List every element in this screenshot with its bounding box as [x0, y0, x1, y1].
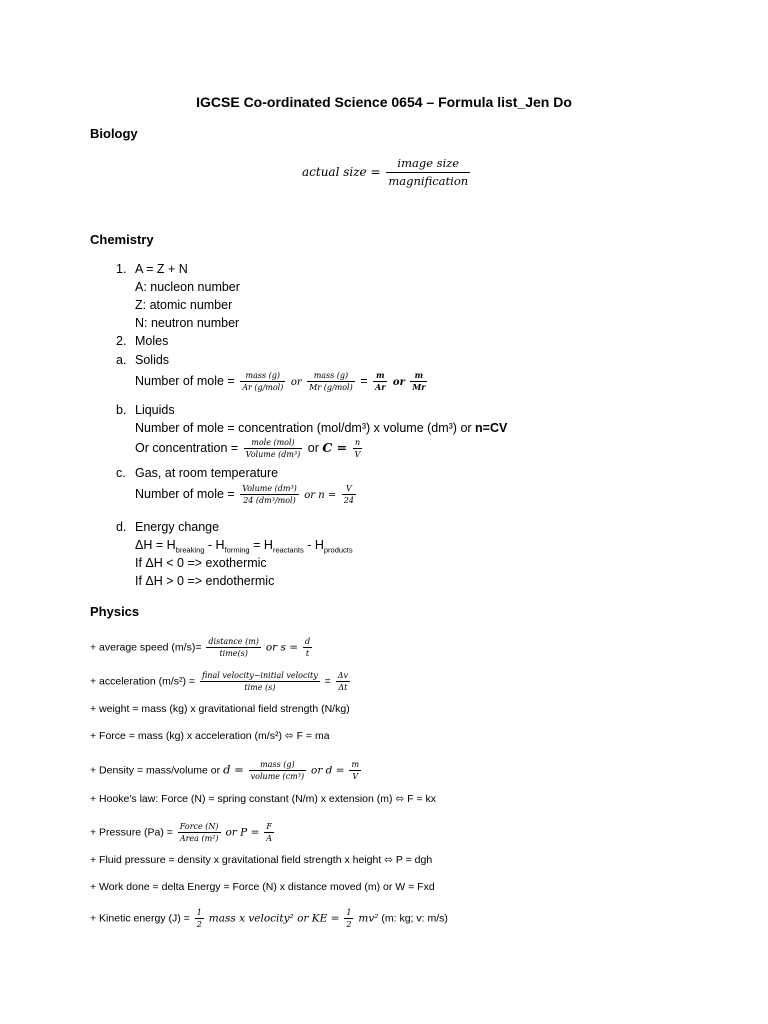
formula-text: + Density = mass/volume or	[90, 764, 221, 777]
subscript: reactants	[272, 545, 304, 555]
fraction	[336, 670, 350, 693]
fraction	[303, 636, 312, 659]
formula-text: + Pressure (Pa) =	[90, 826, 173, 839]
numerator: distance (m)	[208, 637, 259, 646]
subscript: forming	[224, 545, 250, 555]
formula-text: or n =	[304, 489, 337, 501]
numerator: d	[304, 637, 311, 646]
formula-text: Number of mole =	[135, 486, 235, 501]
speed-formula	[90, 636, 314, 659]
fraction	[244, 437, 303, 460]
denominator: Volume (dm³)	[245, 450, 301, 459]
list-item: A: nucleon number	[135, 280, 240, 294]
numerator: m	[410, 370, 427, 382]
biology-heading: Biology	[90, 126, 138, 141]
fraction	[206, 636, 261, 659]
formula-text: or d =	[311, 764, 345, 777]
fraction	[195, 907, 204, 930]
formula-text: + average speed (m/s)=	[90, 641, 202, 654]
fraction	[344, 907, 353, 930]
physics-heading: Physics	[90, 604, 140, 619]
formula-text: or	[307, 440, 319, 455]
denominator: Ar (g/mol)	[242, 383, 284, 392]
fraction	[240, 483, 299, 506]
denominator: Mr (g/mol)	[309, 383, 353, 392]
numerator: F	[264, 821, 274, 833]
list-letter: b.	[116, 403, 127, 417]
fraction	[178, 821, 221, 844]
formula-text: mv²	[358, 912, 379, 925]
denominator: time (s)	[244, 683, 276, 692]
list-item: Energy change	[135, 520, 220, 534]
numerator: Volume (dm³)	[242, 484, 297, 493]
gas-formula	[135, 483, 358, 506]
denominator: 2	[346, 920, 352, 929]
formula-text: (m: kg; v: m/s)	[381, 912, 448, 925]
fraction	[307, 370, 355, 393]
list-item: Z: atomic number	[135, 298, 233, 312]
denominator: V	[354, 450, 361, 459]
formula-text: =	[360, 373, 368, 388]
magnification-formula	[302, 155, 472, 190]
fraction	[386, 155, 470, 190]
list-item: N: neutron number	[135, 316, 240, 330]
chemistry-heading: Chemistry	[90, 232, 154, 247]
force-formula: + Force = mass (kg) x acceleration (m/s²) ⬄ F = ma	[90, 730, 330, 742]
list-number: 2.	[116, 334, 127, 348]
formula-text: Number of mole =	[135, 373, 235, 388]
denominator: 24 (dm³/mol)	[243, 496, 296, 505]
fraction	[264, 821, 274, 844]
numerator: n	[353, 437, 363, 449]
formula-text: Or concentration =	[135, 440, 239, 455]
formula-text: d =	[223, 762, 244, 777]
numerator: Force (N)	[179, 822, 219, 831]
formula-text: = H	[249, 538, 273, 552]
list-item: Liquids	[135, 403, 175, 417]
numerator: final velocity−initial velocity	[201, 671, 318, 680]
denominator: Ar	[375, 382, 386, 392]
fluid-pressure-formula: + Fluid pressure = density x gravitational field strength x height ⬄ P = dgh	[90, 854, 433, 866]
list-item: If ΔH < 0 => exothermic	[135, 556, 267, 570]
list-item: Gas, at room temperature	[135, 466, 279, 480]
subscript: breaking	[175, 545, 205, 555]
formula-text: mass x velocity² or KE =	[208, 912, 340, 925]
work-done-formula: + Work done = delta Energy = Force (N) x distance moved (m) or W = Fxd	[90, 881, 435, 893]
fraction	[349, 759, 361, 782]
fraction	[200, 670, 320, 693]
denominator: Δt	[338, 683, 348, 692]
formula-text: + Kinetic energy (J) =	[90, 912, 190, 925]
list-letter: d.	[116, 520, 127, 534]
numerator: Δv	[337, 671, 349, 680]
numerator: mass (g)	[249, 759, 306, 771]
fraction	[373, 370, 387, 393]
formula-text: - H	[303, 538, 324, 552]
list-item: If ΔH > 0 => endothermic	[135, 574, 275, 588]
formula-text: Number of mole = concentration (mol/dm³) x volume (dm³) or	[135, 421, 472, 435]
acceleration-formula	[90, 670, 352, 693]
formula-text: or s =	[265, 641, 299, 654]
numerator: mass (g)	[240, 370, 285, 382]
denominator: V	[352, 772, 359, 781]
subscript: products	[323, 545, 353, 555]
denominator: time(s)	[219, 649, 248, 658]
formula-text: or	[290, 376, 302, 388]
fraction	[410, 370, 427, 393]
fraction	[249, 759, 306, 782]
fraction	[353, 437, 363, 460]
denominator: Mr	[412, 382, 426, 392]
density-formula	[90, 759, 363, 782]
numerator: image size	[386, 155, 470, 173]
formula-text: =	[324, 675, 331, 688]
numerator: mass (g)	[307, 370, 355, 382]
kinetic-energy-formula	[90, 907, 448, 930]
liquids-formula	[135, 420, 507, 436]
numerator: m	[351, 760, 360, 769]
formula-lhs: actual size =	[302, 165, 381, 179]
denominator: Area (m²)	[179, 834, 219, 843]
concentration-formula	[135, 437, 364, 460]
denominator: t	[305, 649, 310, 658]
numerator: V	[342, 483, 356, 495]
denominator: volume (cm³)	[250, 772, 305, 781]
list-item: A = Z + N	[135, 262, 188, 276]
weight-formula: + weight = mass (kg) x gravitational field strength (N/kg)	[90, 703, 350, 715]
numerator: mole (mol)	[244, 437, 303, 449]
numerator: 1	[346, 908, 352, 917]
formula-text: or	[392, 376, 405, 388]
numerator: 1	[196, 908, 202, 917]
denominator: A	[266, 834, 273, 843]
hookes-law-formula: + Hooke's law: Force (N) = spring constant (N/m) x extension (m) ⬄ F = kx	[90, 793, 437, 805]
document-title: IGCSE Co-ordinated Science 0654 – Formula list_Jen Do	[196, 94, 572, 110]
denominator: magnification	[388, 174, 469, 188]
list-letter: a.	[116, 353, 127, 367]
solids-formula	[135, 370, 429, 393]
formula-text: or P =	[225, 826, 260, 839]
pressure-formula	[90, 821, 276, 844]
denominator: 2	[196, 920, 202, 929]
formula-text: n=CV	[475, 421, 508, 435]
fraction	[342, 483, 356, 506]
denominator: 24	[343, 496, 354, 505]
formula-text: C =	[322, 439, 348, 455]
formula-text: ΔH = H	[135, 538, 176, 552]
formula-text: + acceleration (m/s²) =	[90, 675, 196, 688]
numerator: m	[373, 370, 387, 382]
list-item: Solids	[135, 353, 170, 367]
list-item: Moles	[135, 334, 169, 348]
list-letter: c.	[116, 466, 126, 480]
formula-text: - H	[204, 538, 225, 552]
fraction	[240, 370, 285, 393]
list-number: 1.	[116, 262, 127, 276]
